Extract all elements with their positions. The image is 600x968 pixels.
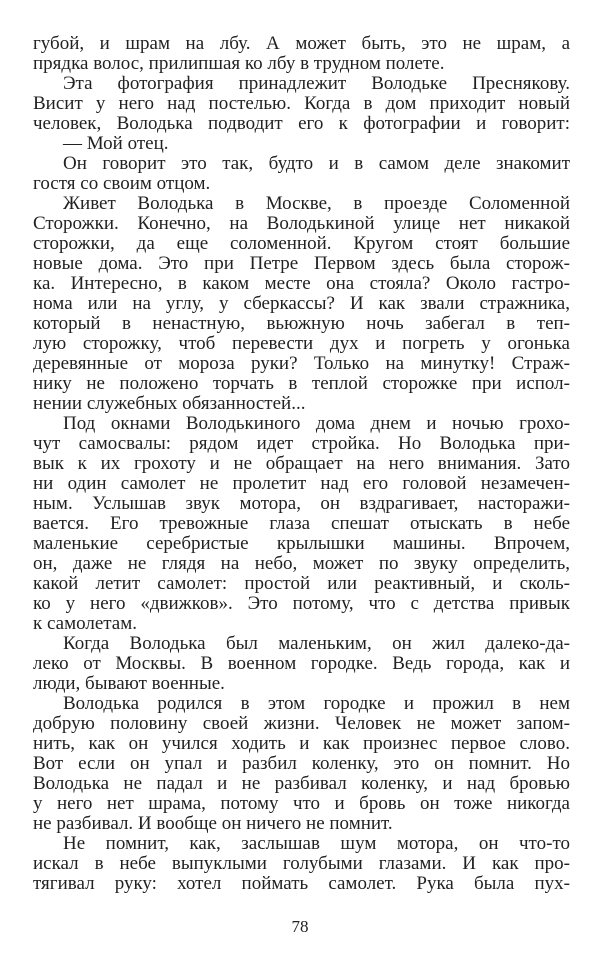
text-line: чут самосвалы: рядом идет стройка. Но Володька при- [33,433,570,454]
text-line: нома или на углу, у сберкассы? И как звали стражника, [33,293,570,314]
text-line: ным. Услышав звук мотора, он вздрагивает, насторажи- [33,493,570,514]
text-line: не разбивал. И вообще он ничего не помнит. [33,813,393,834]
text-line: он, даже не глядя на небо, может по звуку определить, [33,553,570,574]
text-line: Живет Володька в Москве, в проезде Соломенной [63,193,570,214]
page-number: 78 [291,917,309,936]
text-line: искал в небе выпуклыми голубыми глазами. И как про- [33,853,570,874]
text-line: новые дома. Это при Петре Первом здесь была сторож- [33,253,570,274]
text-line: лую сторожку, чтоб перевести дух и погреть у огонька [33,333,570,354]
text-line: Под окнами Володькиного дома днем и ночью грохо- [63,413,570,434]
text-line: прядка волос, прилипшая ко лбу в трудном полете. [33,53,445,74]
text-line: нику не положено торчать в теплой сторожке при испол- [33,373,570,394]
text-line: нении служебных обязанностей... [33,393,306,414]
text-line: вается. Его тревожные глаза спешат отыскать в небе [33,513,570,534]
text-line: леко от Москвы. В военном городке. Ведь города, как и [33,653,570,674]
text-line: Вот если он упал и разбил коленку, это он помнит. Но [33,753,570,774]
text-line: Эта фотография принадлежит Володьке Преснякову. [63,73,570,94]
text-line: тягивал руку: хотел поймать самолет. Рука была пух- [33,873,570,894]
text-line: сторожки, да еще соломенной. Кругом стоят большие [33,233,570,254]
text-line: Когда Володька был маленьким, он жил далеко-да- [63,633,570,654]
text-line: нить, как он учился ходить и как произнес первое слово. [33,733,570,754]
text-line: люди, бывают военные. [33,673,225,694]
text-line: деревянные от мороза руки? Только на минутку! Страж- [33,353,570,374]
text-line: ко у него «движков». Это потому, что с детства привык [33,593,570,614]
text-line: ка. Интересно, в каком месте она стояла? Около гастро- [33,273,570,294]
text-line: Висит у него над постелью. Когда в дом приходит новый [33,93,570,114]
text-line: к самолетам. [33,613,138,634]
text-line: у него нет шрама, потому что и бровь он тоже никогда [33,793,570,814]
text-line: ни один самолет не пролетит над его головой незамечен- [33,473,570,494]
text-line: человек, Володька подводит его к фотографии и говорит: [33,113,570,134]
text-line: который в ненастную, вьюжную ночь забегал в теп- [33,313,570,334]
text-line: маленькие серебристые крылышки машины. Впрочем, [33,533,570,554]
text-line: губой, и шрам на лбу. А может быть, это не шрам, а [33,33,570,54]
text-line: Володька родился в этом городке и прожил в нем [63,693,570,714]
text-line: Володька не падал и не разбивал коленку, и над бровью [33,773,570,794]
text-line: Не помнит, как, заслышав шум мотора, он что-то [63,833,570,854]
page-body [33,34,570,894]
text-line: гостя со своим отцом. [33,173,211,194]
text-line: Сторожки. Конечно, на Володькиной улице нет никакой [33,213,570,234]
text-line: вык к их грохоту и не обращает на него внимания. Зато [33,453,570,474]
text-line: — Мой отец. [63,133,169,154]
text-line: какой летит самолет: простой или реактивный, и сколь- [33,573,570,594]
text-line: Он говорит это так, будто и в самом деле знакомит [63,153,570,174]
text-line: добрую половину своей жизни. Человек не может запом- [33,713,570,734]
